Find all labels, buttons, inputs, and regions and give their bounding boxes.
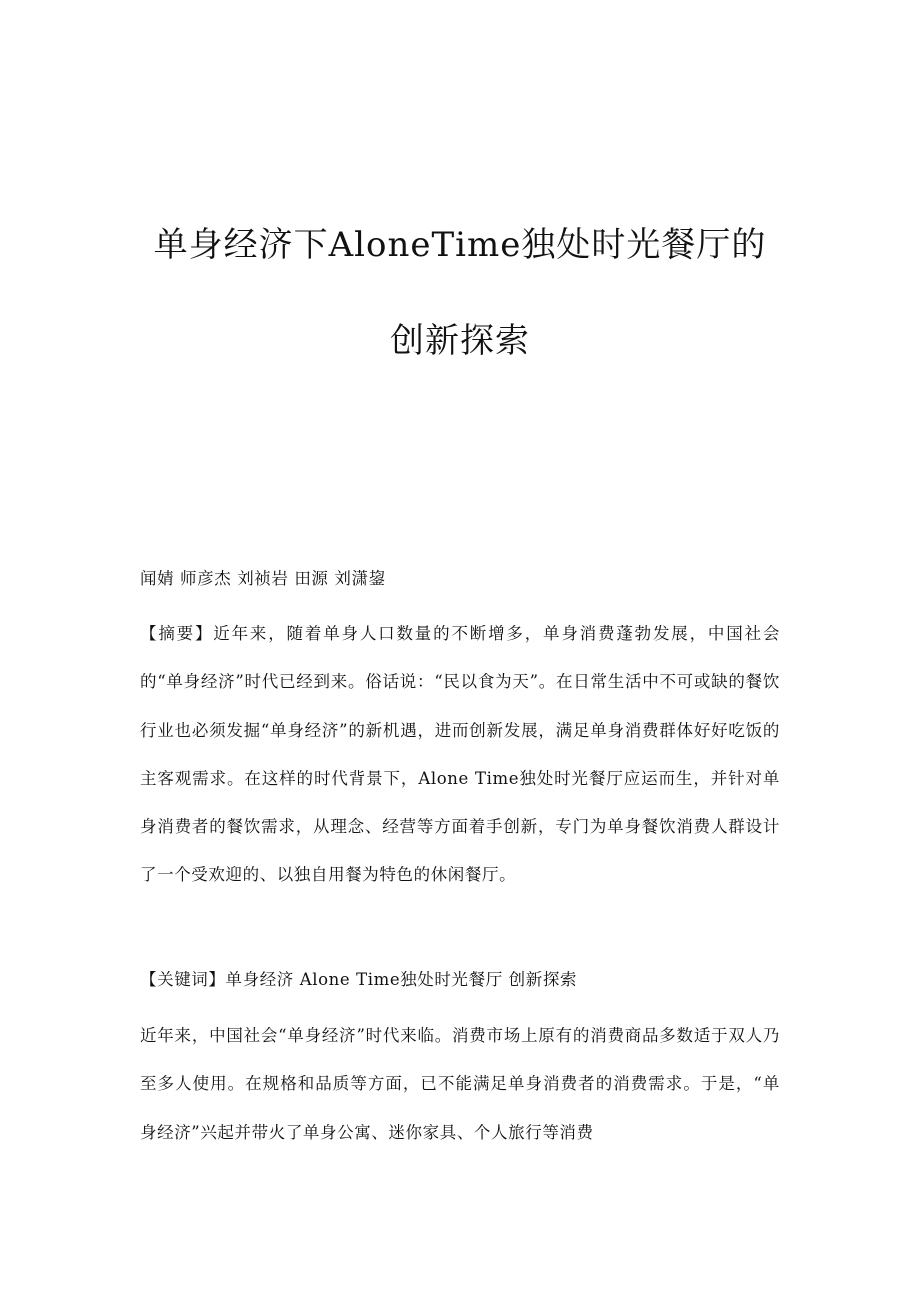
- abstract: [140, 610, 780, 900]
- title-line-2: 创新探索: [390, 321, 530, 361]
- abstract-label: 【摘要】: [140, 624, 214, 643]
- keywords: [140, 956, 780, 1004]
- authors: 闻婧 师彦杰 刘祯岩 田源 刘潇鋆: [140, 569, 386, 588]
- body-paragraph: 近年来，中国社会“单身经济”时代来临。消费市场上原有的消费商品多数适于双人乃至多人使用。在规格和品质等方面，已不能满足单身消费者的消费需求。于是，“单身经济”兴起并带火了单身公寓、迷你家具、个人旅行等消费: [140, 1026, 780, 1142]
- title-line-1: 单身经济下AloneTime独处时光餐厅的: [153, 225, 767, 265]
- keywords-text: 单身经济 Alone Time独处时光餐厅 创新探索: [225, 970, 578, 989]
- abstract-text: 近年来，随着单身人口数量的不断增多，单身消费蓬勃发展，中国社会的“单身经济”时代已经到来。俗话说：“民以食为天”。在日常生活中不可或缺的餐饮行业也必须发掘“单身经济”的新机遇，进而创新发展，满足单身消费群体好好吃饭的主客观需求。在这样的时代背景下，Alone Time独处时光餐厅应运而生，并针对单身消费者的餐饮需求，从理念、经营等方面着手创新，专门为单身餐饮消费人群设计了一个受欢迎的、以独自用餐为特色的休闲餐厅。: [140, 624, 780, 885]
- keywords-label: 【关键词】: [140, 970, 226, 989]
